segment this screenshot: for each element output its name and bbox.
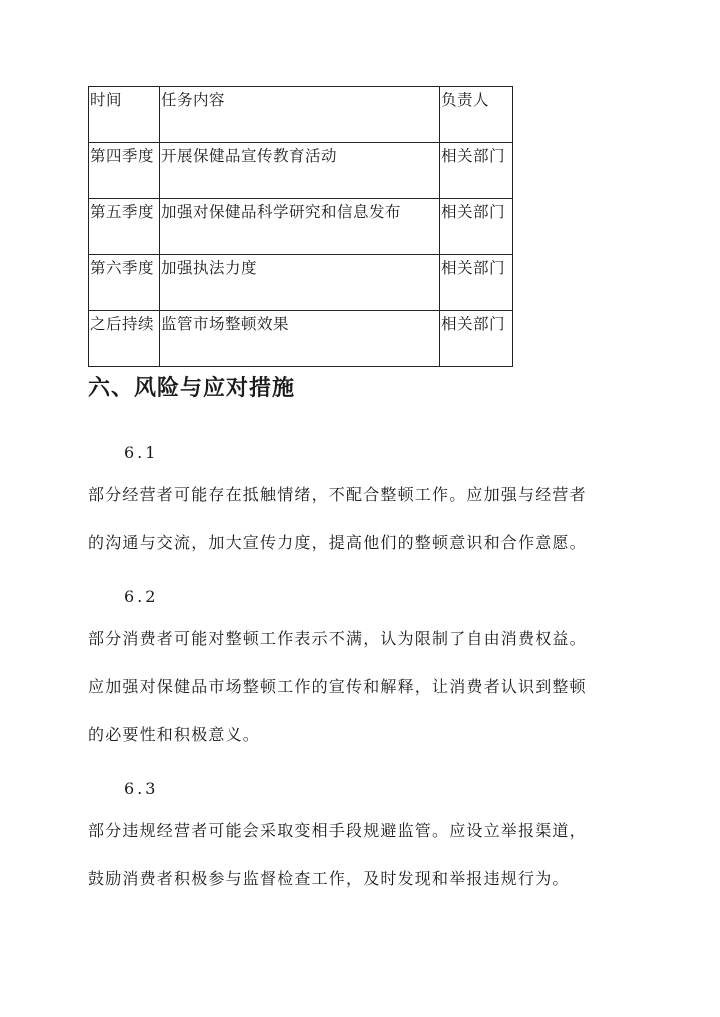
cell-time: 第五季度 bbox=[89, 199, 160, 255]
table-header-row bbox=[89, 87, 513, 143]
cell-time: 之后持续 bbox=[89, 311, 160, 367]
paragraph-line: 鼓励消费者积极参与监督检查工作，及时发现和举报违规行为。 bbox=[88, 869, 570, 888]
subsection-number: 6.1 bbox=[124, 443, 159, 462]
table-row bbox=[89, 199, 513, 255]
subsection-number: 6.3 bbox=[124, 779, 159, 798]
header-task: 任务内容 bbox=[160, 87, 440, 143]
paragraph-line: 部分经营者可能存在抵触情绪，不配合整顿工作。应加强与经营者 bbox=[88, 485, 587, 504]
cell-owner: 相关部门 bbox=[440, 143, 513, 199]
subsection-number: 6.2 bbox=[124, 587, 159, 606]
schedule-table bbox=[88, 86, 513, 367]
paragraph-line: 部分消费者可能对整顿工作表示不满，认为限制了自由消费权益。 bbox=[88, 629, 587, 648]
table-row bbox=[89, 143, 513, 199]
header-time: 时间 bbox=[89, 87, 160, 143]
cell-task: 加强对保健品科学研究和信息发布 bbox=[160, 199, 440, 255]
cell-task: 加强执法力度 bbox=[160, 255, 440, 311]
cell-owner: 相关部门 bbox=[440, 255, 513, 311]
paragraph-line: 应加强对保健品市场整顿工作的宣传和解释，让消费者认识到整顿 bbox=[88, 677, 587, 696]
cell-time: 第六季度 bbox=[89, 255, 160, 311]
table-row bbox=[89, 255, 513, 311]
table-row bbox=[89, 311, 513, 367]
header-owner: 负责人 bbox=[440, 87, 513, 143]
paragraph-line: 部分违规经营者可能会采取变相手段规避监管。应设立举报渠道， bbox=[88, 821, 587, 840]
cell-task: 开展保健品宣传教育活动 bbox=[160, 143, 440, 199]
cell-owner: 相关部门 bbox=[440, 311, 513, 367]
cell-task: 监管市场整顿效果 bbox=[160, 311, 440, 367]
paragraph-line: 的沟通与交流，加大宣传力度，提高他们的整顿意识和合作意愿。 bbox=[88, 533, 587, 552]
cell-time: 第四季度 bbox=[89, 143, 160, 199]
section-heading: 六、风险与应对措施 bbox=[88, 375, 296, 401]
paragraph-line: 的必要性和积极意义。 bbox=[88, 725, 261, 744]
cell-owner: 相关部门 bbox=[440, 199, 513, 255]
